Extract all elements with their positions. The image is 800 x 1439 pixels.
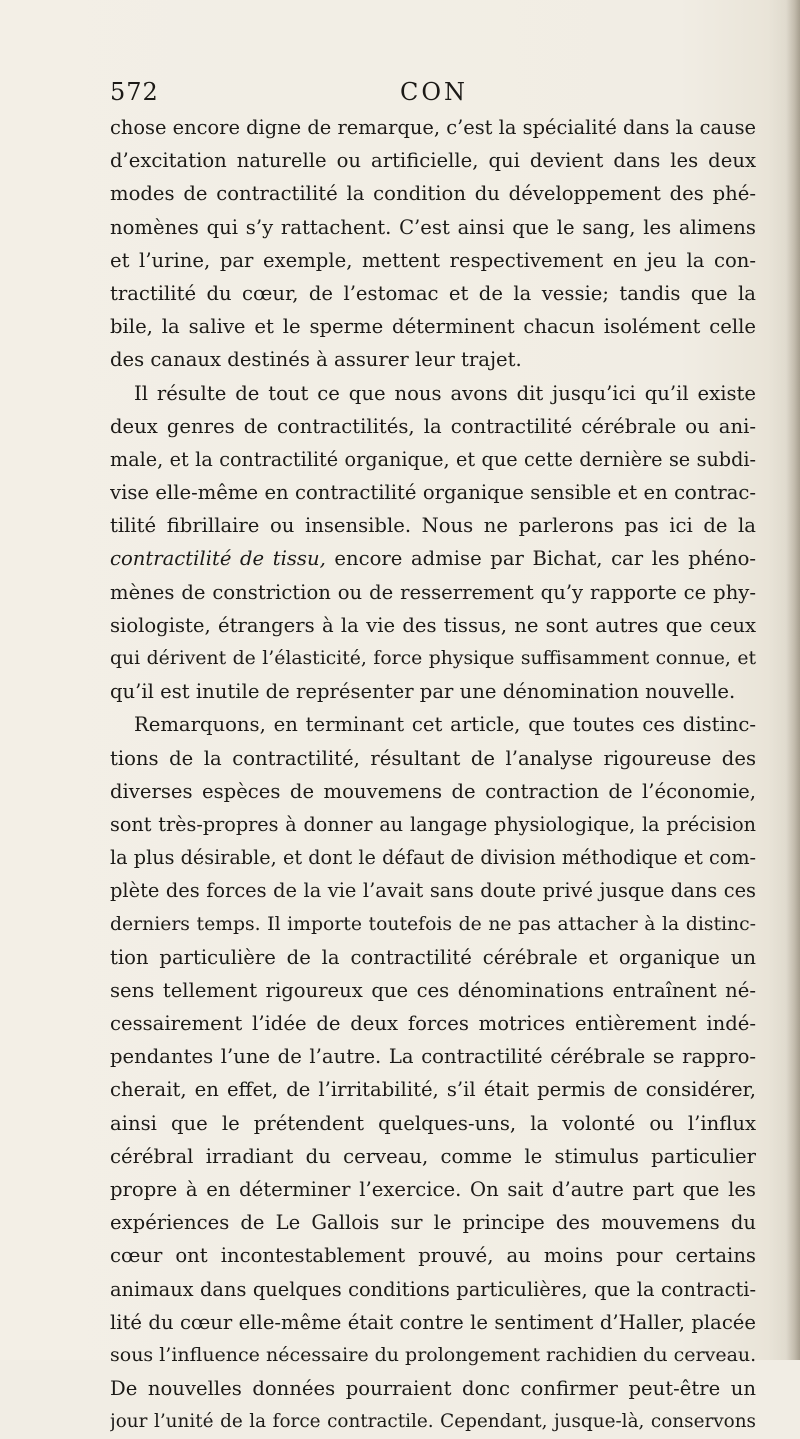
text-line: Remarquons, en terminant cet article, que toutes ces distinc- [134,713,756,737]
text-line: siologiste, étrangers à la vie des tissus, ne sont autres que ceux [110,613,756,637]
text-line: deux genres de contractilités, la contractilité cérébrale ou ani- [110,414,756,438]
page-number: 572 [110,78,159,106]
text-line: pendantes l’une de l’autre. La contractilité cérébrale se rappro- [110,1045,756,1069]
text-line: diverses espèces de mouvemens de contraction de l’économie, [110,779,756,803]
text-line: jour l’unité de la force contractile. Cependant, jusque-là, conservons [110,1411,756,1433]
text-line: qui dérivent de l’élasticité, force physique suffisamment connue, et [110,648,756,669]
page-header [110,78,760,112]
text-line: et l’urine, par exemple, mettent respectivement en jeu la con- [110,248,756,272]
text-line: tractilité du cœur, de l’estomac et de la vessie; tandis que la [110,281,756,305]
text-line: animaux dans quelques conditions particulières, que la contracti- [110,1277,756,1301]
text-line: male, et la contractilité organique, et que cette dernière se subdi- [110,447,756,471]
text-line: lité du cœur elle-même était contre le sentiment d’Haller, placée [110,1310,756,1334]
text-line: cessairement l’idée de deux forces motrices entièrement indé- [110,1012,756,1036]
text-line: propre à en déterminer l’exercice. On sait d’autre part que les [110,1178,756,1201]
text-line: sens tellement rigoureux que ces dénominations entraînent né- [110,978,756,1002]
text-line: modes de contractilité la condition du développement des phé- [110,182,756,206]
text-line: cherait, en effet, de l’irritabilité, s’il était permis de considérer, [110,1078,756,1102]
text-line: la plus désirable, et dont le défaut de division méthodique et com- [110,846,756,870]
text-line: mènes de constriction ou de resserrement qu’y rapporte ce phy- [110,580,756,604]
running-head: CON [400,78,469,106]
page-edge-shadow [786,0,800,1360]
text-line: sont très-propres à donner au langage physiologique, la précision [110,812,756,836]
text-line: vise elle-même en contractilité organique sensible et en contrac- [110,481,756,505]
text-line: d’excitation naturelle ou artificielle, qui devient dans les deux [110,149,756,173]
text-line: chose encore digne de remarque, c’est la spécialité dans la cause [110,116,756,139]
text-line: sous l’influence nécessaire du prolongement rachidien du cerveau. [110,1343,756,1366]
text-line: derniers temps. Il importe toutefois de ne pas attacher à la distinc- [110,913,756,935]
text-line: De nouvelles données pourraient donc confirmer peut-être un [110,1377,756,1401]
text-line: Il résulte de tout ce que nous avons dit jusqu’ici qu’il existe [134,381,756,405]
text-line: ainsi que le prétendent quelques-uns, la volonté ou l’influx [110,1111,756,1135]
italic-term: contractilité de tissu, [110,547,326,571]
text-line: cœur ont incontestablement prouvé, au moins pour certains [110,1244,756,1268]
text-line: bile, la salive et le sperme déterminent chacun isolément celle [110,315,756,339]
text-line: plète des forces de la vie l’avait sans doute privé jusque dans ces [110,879,756,903]
text-line: des canaux destinés à assurer leur trajet. [110,348,522,372]
text-line: nomènes qui s’y rattachent. C’est ainsi que le sang, les alimens [110,215,756,239]
text-line: tions de la contractilité, résultant de l’analyse rigoureuse des [110,746,756,770]
body-text [110,111,756,1439]
text-line: tilité fibrillaire ou insensible. Nous ne parlerons pas ici de la [110,514,756,538]
text-line: expériences de Le Gallois sur le principe des mouvemens du [110,1211,756,1235]
text-line: tion particulière de la contractilité cérébrale et organique un [110,945,756,969]
text-line: contractilité de tissu, encore admise par Bichat, car les phéno- [110,547,756,571]
text-line: cérébral irradiant du cerveau, comme le stimulus particulier [110,1144,756,1168]
text-line: qu’il est inutile de représenter par une dénomination nouvelle. [110,680,736,704]
